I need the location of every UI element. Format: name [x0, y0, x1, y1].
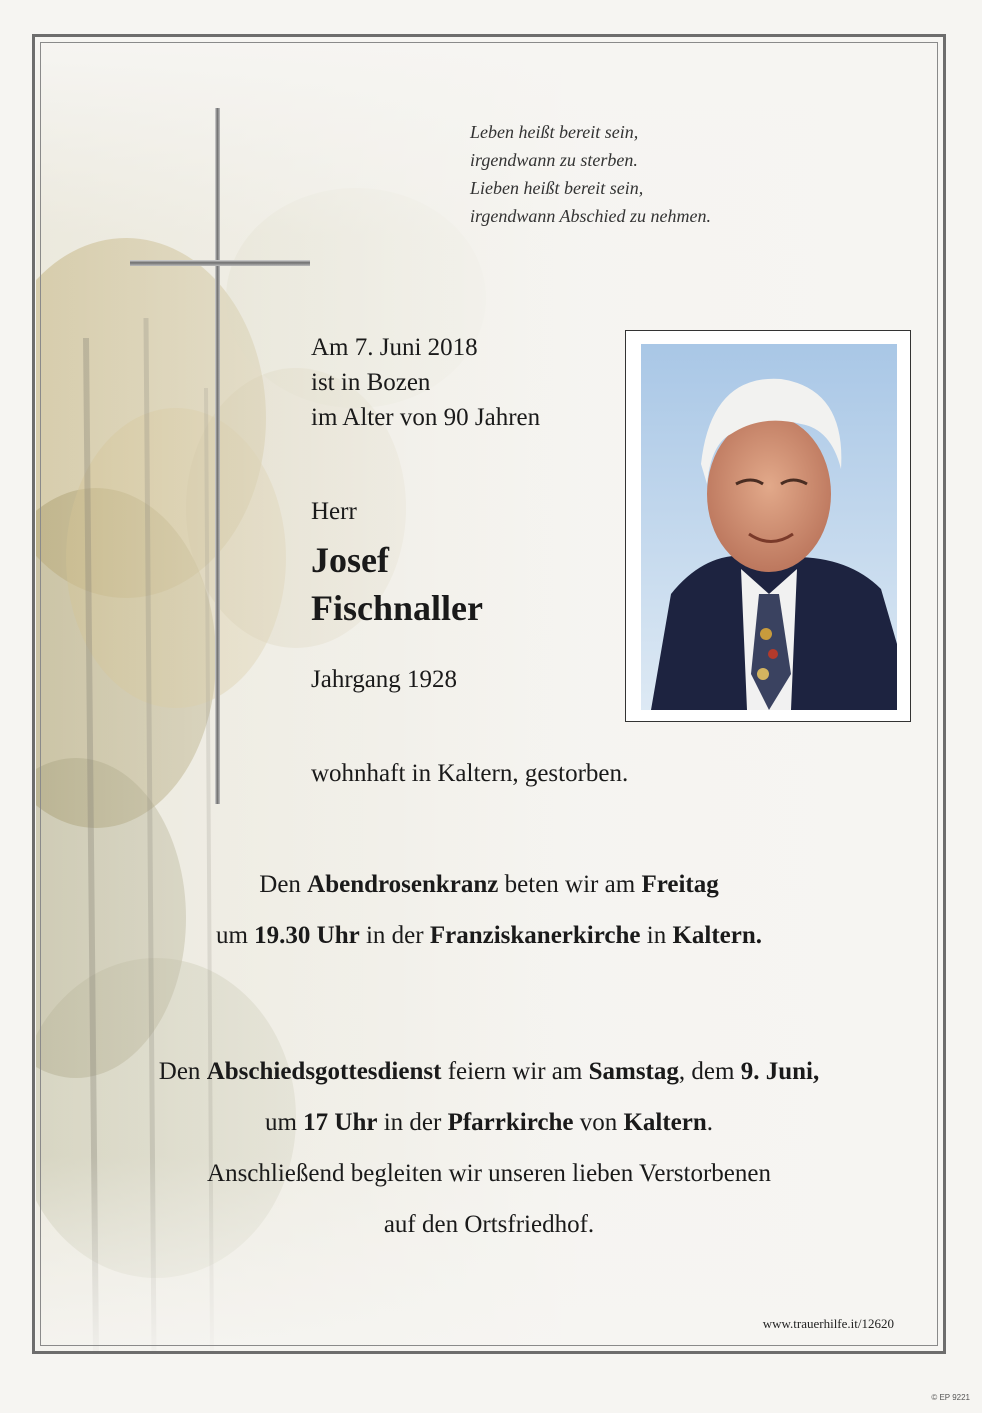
honorific: Herr [311, 498, 357, 525]
poem [470, 118, 830, 230]
poem-line: irgendwann zu sterben. [470, 150, 638, 170]
death-date: Am 7. Juni 2018 [311, 334, 478, 361]
service-line: auf den Ortsfriedhof. [383, 1211, 595, 1238]
death-place: ist in Bozen [311, 369, 431, 396]
poem-line: irgendwann Abschied zu nehmen. [470, 206, 711, 226]
rosary-line: um 19.30 Uhr in der Franziskanerkirche in Kaltern. [215, 922, 763, 949]
poem-line: Leben heißt bereit sein, [470, 122, 639, 142]
rosary-line: Den Abendrosenkranz beten wir am Freitag [259, 871, 719, 898]
service-line: Den Abschiedsgottesdienst feiern wir am Samstag, dem 9. Juni, [158, 1058, 820, 1085]
first-name: Josef [311, 540, 389, 580]
last-name: Fischnaller [311, 588, 483, 628]
service-line: Anschließend begleiten wir unseren lieben Verstorbenen [207, 1160, 771, 1187]
portrait-photo [625, 330, 911, 722]
rosary-announcement [40, 870, 938, 950]
birth-year: Jahrgang 1928 [311, 666, 458, 693]
deceased-name [311, 536, 483, 632]
service-line: um 17 Uhr in der Pfarrkirche von Kaltern. [264, 1109, 714, 1136]
website-link[interactable]: www.trauerhilfe.it/12620 [762, 1316, 894, 1331]
funeral-announcement [40, 1057, 938, 1239]
poem-line: Lieben heißt bereit sein, [470, 178, 644, 198]
age: im Alter von 90 Jahren [311, 404, 541, 431]
death-announcement [311, 330, 540, 435]
residence-line: wohnhaft in Kaltern, gestorben. [311, 760, 629, 787]
ep-code: © EP 9221 [931, 1393, 970, 1402]
